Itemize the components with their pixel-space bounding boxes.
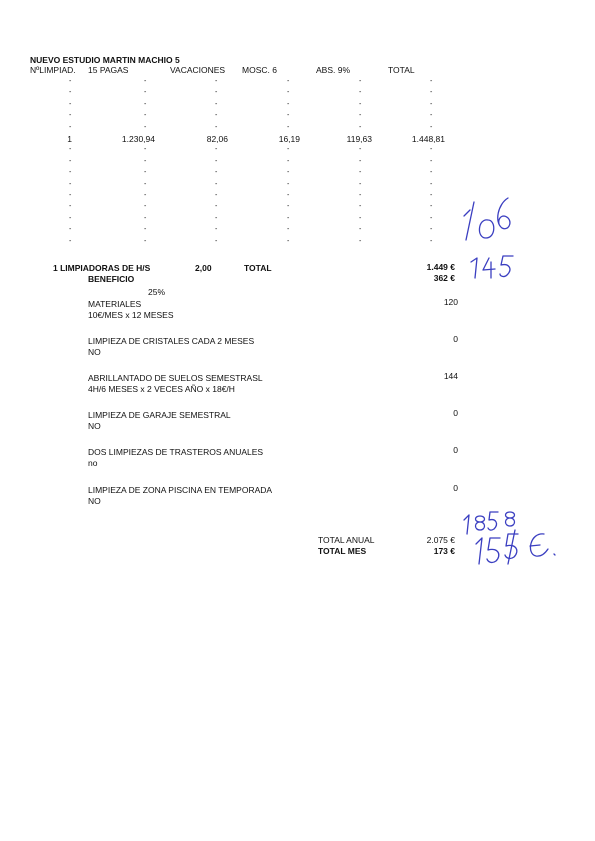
- table-cell: -: [69, 157, 72, 165]
- table-cell: -: [430, 123, 433, 131]
- table-cell: -: [144, 89, 147, 97]
- item-title: DOS LIMPIEZAS DE TRASTEROS ANUALES: [88, 447, 264, 457]
- table-cell: -: [215, 146, 218, 154]
- item-title: LIMPIEZA DE ZONA PISCINA EN TEMPORADA: [88, 485, 273, 495]
- table-row: [0, 88, 595, 98]
- table-row: [0, 134, 595, 144]
- table-cell: 119,63: [346, 134, 372, 144]
- table-row: [0, 168, 595, 178]
- table-cell: -: [287, 226, 290, 234]
- table-cell: -: [430, 192, 433, 199]
- table-cell: 1.230,94: [121, 134, 155, 144]
- annual-total-label: TOTAL ANUAL: [318, 535, 375, 545]
- table-cell: -: [215, 169, 218, 177]
- table-row: [0, 145, 595, 155]
- item-detail: NO: [88, 347, 101, 357]
- table-cell: -: [287, 180, 290, 188]
- table-cell: -: [215, 203, 218, 211]
- table-cell: -: [144, 237, 147, 245]
- table-cell: -: [430, 169, 433, 177]
- table-cell: -: [215, 192, 218, 199]
- item-detail: NO: [88, 496, 101, 506]
- table-cell: -: [287, 100, 290, 108]
- item-detail: 10€/MES x 12 MESES: [88, 310, 174, 320]
- table-cell: -: [430, 214, 433, 222]
- table-cell: -: [215, 180, 218, 188]
- table-cell: -: [144, 112, 147, 120]
- table-cell: -: [215, 112, 218, 120]
- table-cell: -: [359, 100, 362, 108]
- annual-total-value: 2.075 €: [426, 535, 455, 545]
- table-cell: -: [359, 78, 362, 85]
- table-cell: -: [215, 100, 218, 108]
- table-cell: -: [144, 226, 147, 234]
- table-header-row: [0, 65, 595, 75]
- table-cell: -: [430, 78, 433, 85]
- table-cell: -: [144, 169, 147, 177]
- table-cell: -: [69, 226, 72, 234]
- table-row: [0, 123, 595, 133]
- column-header: VACACIONES: [170, 65, 226, 75]
- table-cell: -: [69, 169, 72, 177]
- table-cell: -: [287, 214, 290, 222]
- item-detail: NO: [88, 421, 101, 431]
- table-cell: 1: [67, 134, 72, 144]
- table-cell: -: [144, 192, 147, 199]
- table-cell: -: [215, 157, 218, 165]
- beneficio-percentage: 25%: [148, 287, 166, 297]
- table-cell: -: [287, 237, 290, 245]
- total-label: TOTAL: [244, 263, 272, 273]
- table-cell: -: [69, 112, 72, 120]
- table-cell: -: [287, 192, 290, 199]
- item-title: MATERIALES: [88, 299, 142, 309]
- table-cell: -: [69, 123, 72, 131]
- item-value: 0: [453, 483, 458, 493]
- table-cell: -: [144, 146, 147, 154]
- handwritten-note-106: [458, 188, 518, 248]
- table-cell: -: [215, 123, 218, 131]
- table-cell: -: [430, 203, 433, 211]
- table-cell: -: [287, 123, 290, 131]
- table-cell: -: [69, 214, 72, 222]
- column-header: ABS. 9%: [316, 65, 351, 75]
- table-row: [0, 111, 595, 121]
- table-row: [0, 157, 595, 167]
- column-header: 15 PAGAS: [88, 65, 129, 75]
- table-cell: -: [69, 100, 72, 108]
- hours-value: 2,00: [195, 263, 212, 273]
- table-cell: -: [69, 146, 72, 154]
- table-cell: -: [430, 180, 433, 188]
- table-cell: -: [287, 169, 290, 177]
- table-cell: 1.448,81: [411, 134, 445, 144]
- table-cell: -: [144, 100, 147, 108]
- table-cell: -: [359, 146, 362, 154]
- table-cell: -: [215, 89, 218, 97]
- table-cell: -: [69, 192, 72, 199]
- cleaners-label: 1 LIMPIADORAS DE H/S: [53, 263, 151, 273]
- table-cell: -: [69, 89, 72, 97]
- table-cell: -: [144, 123, 147, 131]
- item-value: 144: [443, 371, 458, 381]
- table-cell: -: [359, 112, 362, 120]
- handwritten-note-155: [470, 526, 560, 568]
- table-cell: -: [69, 180, 72, 188]
- monthly-total-label: TOTAL MES: [318, 546, 367, 556]
- document-title: NUEVO ESTUDIO MARTIN MACHIO 5: [30, 55, 180, 65]
- table-cell: -: [359, 89, 362, 97]
- table-cell: -: [144, 157, 147, 165]
- table-cell: -: [430, 146, 433, 154]
- table-cell: -: [359, 157, 362, 165]
- table-cell: -: [144, 214, 147, 222]
- item-value: 120: [443, 297, 458, 307]
- table-cell: -: [430, 89, 433, 97]
- column-header: TOTAL: [388, 65, 415, 75]
- item-title: LIMPIEZA DE GARAJE SEMESTRAL: [88, 410, 231, 420]
- table-cell: -: [430, 157, 433, 165]
- table-cell: -: [215, 226, 218, 234]
- table-cell: -: [359, 203, 362, 211]
- table-cell: -: [215, 78, 218, 85]
- table-cell: 16,19: [278, 134, 300, 144]
- table-cell: 82,06: [206, 134, 228, 144]
- table-cell: -: [215, 214, 218, 222]
- item-title: LIMPIEZA DE CRISTALES CADA 2 MESES: [88, 336, 255, 346]
- table-cell: -: [287, 112, 290, 120]
- column-header: NºLIMPIAD.: [30, 65, 76, 75]
- table-cell: -: [215, 237, 218, 245]
- table-cell: -: [144, 78, 147, 85]
- table-cell: -: [359, 123, 362, 131]
- table-cell: -: [69, 237, 72, 245]
- item-detail: no: [88, 458, 98, 468]
- item-title: ABRILLANTADO DE SUELOS SEMESTRASL: [88, 373, 263, 383]
- table-cell: -: [287, 157, 290, 165]
- table-row: [0, 77, 595, 87]
- table-cell: -: [359, 180, 362, 188]
- table-cell: -: [430, 100, 433, 108]
- beneficio-label: BENEFICIO: [88, 274, 135, 284]
- table-cell: -: [287, 203, 290, 211]
- monthly-total-value: 173 €: [433, 546, 455, 556]
- table-cell: -: [69, 78, 72, 85]
- table-cell: -: [359, 192, 362, 199]
- table-cell: -: [359, 226, 362, 234]
- table-row: [0, 100, 595, 110]
- column-header: MOSC. 6: [242, 65, 277, 75]
- table-cell: -: [359, 169, 362, 177]
- beneficio-value: 362 €: [433, 273, 455, 283]
- table-cell: -: [69, 203, 72, 211]
- table-cell: -: [144, 180, 147, 188]
- table-cell: -: [430, 237, 433, 245]
- table-cell: -: [287, 78, 290, 85]
- table-cell: -: [144, 203, 147, 211]
- item-value: 0: [453, 445, 458, 455]
- table-cell: -: [359, 214, 362, 222]
- item-value: 0: [453, 408, 458, 418]
- table-cell: -: [359, 237, 362, 245]
- table-cell: -: [430, 226, 433, 234]
- item-detail: 4H/6 MESES x 2 VECES AÑO x 18€/H: [88, 384, 235, 394]
- table-cell: -: [287, 146, 290, 154]
- table-cell: -: [430, 112, 433, 120]
- handwritten-note-145: [467, 252, 517, 282]
- table-cell: -: [287, 89, 290, 97]
- item-value: 0: [453, 334, 458, 344]
- total-value: 1.449 €: [426, 262, 455, 272]
